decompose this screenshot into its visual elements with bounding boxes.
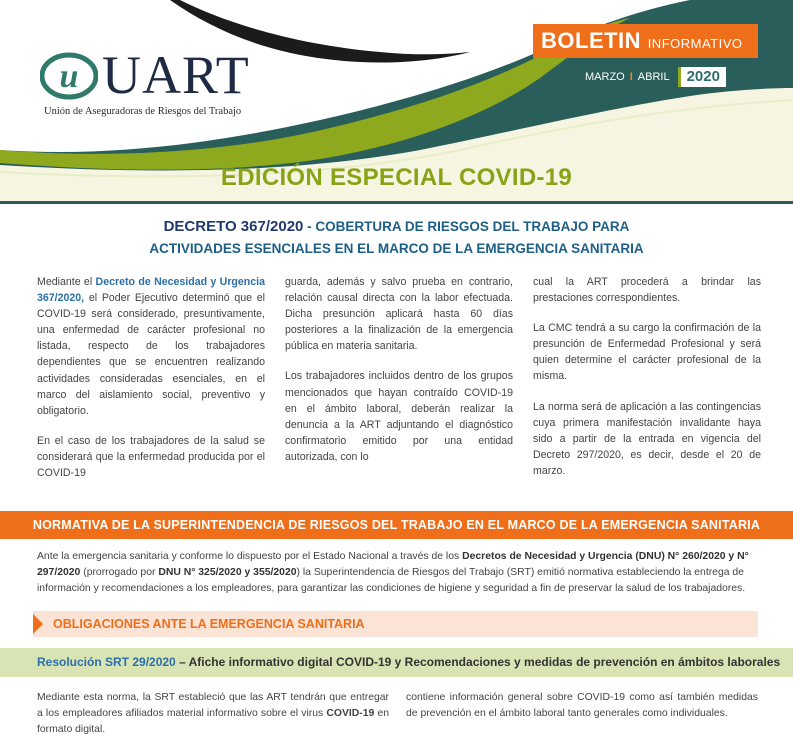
paragraph: cual la ART procederá a brindar las prestaciones correspondientes. — [533, 276, 761, 305]
decreto-heading — [0, 216, 793, 260]
month-2: ABRIL — [637, 71, 670, 83]
date-separator: I — [629, 71, 633, 83]
normativa-intro: Ante la emergencia sanitaria y conforme lo dispuesto por el Estado Nacional a través de los Decretos de Necesidad y Urgencia (DNU) N° 260/2020 y N° 297/2020 (prorrogado por DNU N° 325/2020 y 355/2020) la Superintendencia de Riesgos del Trabajo (SRT) emitió normativa estableciendo la entrega de información y recomendaciones a los empleadores, para garantizar las condiciones de higiene y seguridad a fin de preservar la salud de los trabajadores. — [37, 551, 749, 594]
arrow-right-icon — [33, 614, 43, 634]
normativa-banner: NORMATIVA DE LA SUPERINTENDENCIA DE RIESGOS DEL TRABAJO EN EL MARCO DE LA EMERGENCIA SANITARIA — [0, 511, 793, 539]
paragraph: Mediante el Decreto de Necesidad y Urgencia 367/2020, el Poder Ejecutivo determinó que el COVID-19 será considerado, presuntivamente, una enfermedad de carácter profesional no listada, respecto de los trabajadores dependientes que se encuentren realizando actividades consideradas esenciales, en el marco del aislamiento social, preventivo y obligatorio. — [37, 276, 265, 417]
logo-subtitle: Unión de Aseguradoras de Riesgos del Trabajo — [44, 106, 242, 117]
decreto-column-1 — [37, 274, 265, 495]
paragraph: guarda, además y salvo prueba en contrario, relación causal directa con la labor efectuada. Dicha presunción aplicará hasta 60 días posteriores a la finalización de la emergencia pública en materia sanitaria. — [285, 276, 513, 353]
month-1: MARZO — [585, 71, 625, 83]
obligaciones-heading — [33, 611, 758, 637]
decreto-number: DECRETO 367/2020 — [163, 218, 304, 235]
decreto-link[interactable]: Decreto de Necesidad y Urgencia 367/2020, — [37, 276, 265, 305]
resolucion-number: Resolución SRT 29/2020 — [37, 655, 176, 669]
paragraph: En el caso de los trabajadores de la salud se considerará que la enfermedad producida por el COVID-19 — [37, 434, 265, 480]
issue-year: 2020 — [678, 67, 726, 87]
boletin-title: BOLETIN INFORMATIVO — [541, 28, 743, 53]
decreto-column-3 — [533, 274, 761, 493]
uart-logo — [40, 45, 270, 122]
issue-date — [585, 66, 726, 88]
obligaciones-label: OBLIGACIONES ANTE LA EMERGENCIA SANITARIA — [53, 617, 365, 631]
resolucion-column-1: Mediante esta norma, la SRT estableció que las ART tendrán que entregar a los empleadores afiliados material informativo sobre el virus COVID-19 en formato digital. — [37, 692, 389, 735]
decreto-title-rest: - COBERTURA DE RIESGOS DEL TRABAJO PARA — [303, 219, 630, 234]
resolucion-column-2: contiene información general sobre COVID-19 como así también medidas de prevención en el ámbito laboral tanto generales como individuales. — [406, 692, 758, 719]
paragraph: La CMC tendrá a su cargo la confirmación de la presunción de Enfermedad Profesional y será quien determine el carácter profesional de la misma. — [533, 322, 761, 383]
decreto-column-2 — [285, 274, 513, 479]
header-divider — [0, 201, 793, 204]
edition-title: EDICIÓN ESPECIAL COVID-19 — [220, 164, 573, 191]
resolucion-title: – Afiche informativo digital COVID-19 y Recomendaciones y medidas de prevención en ámbitos laborales — [175, 655, 781, 669]
boletin-box — [533, 24, 758, 58]
header-banner — [0, 0, 793, 204]
svg-text:u: u — [59, 58, 79, 95]
paragraph: La norma será de aplicación a las contingencias cuya primera manifestación invalidante haya sido a partir de la entrada en vigencia del Decreto 297/2020, es decir, desde el 20 de marzo. — [533, 400, 761, 477]
decreto-title-line2: ACTIVIDADES ESENCIALES EN EL MARCO DE LA EMERGENCIA SANITARIA — [149, 241, 644, 256]
logo-wordmark: UART — [102, 45, 250, 105]
boletin-subtitle: INFORMATIVO — [647, 36, 743, 51]
resolucion-banner — [0, 648, 793, 677]
paragraph: Los trabajadores incluidos dentro de los grupos mencionados que hayan contraído COVID-19 en el ámbito laboral, deberán realizar la denuncia a la ART adjuntando el diagnóstico confirmatorio emitido por una entidad autorizada, con lo — [285, 370, 513, 463]
uart-logo-mark-icon — [40, 52, 98, 100]
